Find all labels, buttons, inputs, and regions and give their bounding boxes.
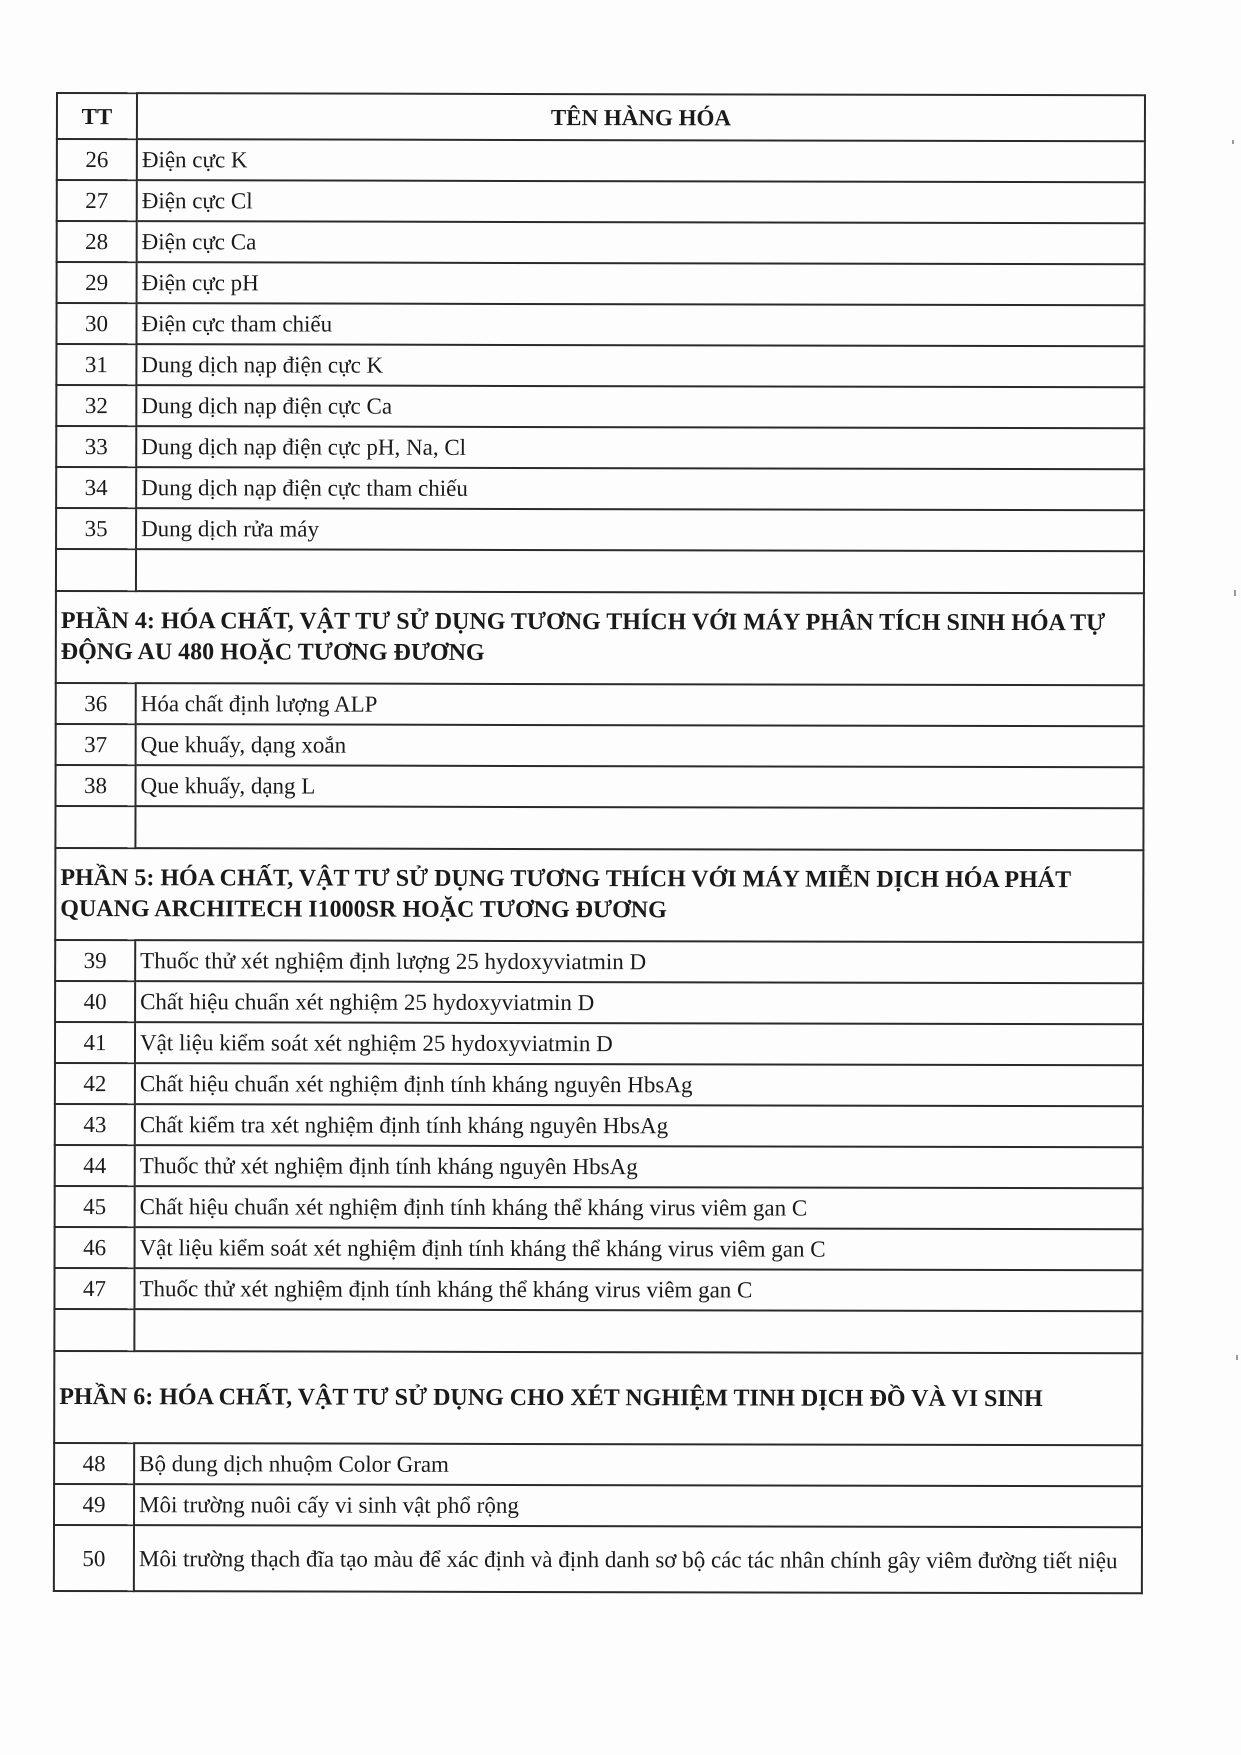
table-row xyxy=(56,426,1144,469)
row-number: 39 xyxy=(55,940,135,981)
goods-table-body xyxy=(54,93,1145,1593)
table-row xyxy=(54,1484,1142,1527)
table-row xyxy=(57,221,1145,264)
row-number: 28 xyxy=(57,221,137,262)
empty-row xyxy=(55,806,1143,850)
row-number: 40 xyxy=(55,981,135,1022)
row-number: 48 xyxy=(54,1443,134,1484)
section-heading: PHẦN 5: HÓA CHẤT, VẬT TƯ SỬ DỤNG TƯƠNG THÍCH VỚI MÁY MIỄN DỊCH HÓA PHÁT QUANG ARCHITECH I1000SR HOẶC TƯƠNG ĐƯƠNG xyxy=(55,848,1143,942)
scan-mark xyxy=(1232,140,1234,144)
empty-cell xyxy=(56,549,136,591)
table-row xyxy=(57,262,1145,305)
row-item-name: Que khuấy, dạng L xyxy=(136,765,1144,808)
row-number: 49 xyxy=(54,1484,134,1525)
table-row xyxy=(55,1063,1143,1106)
table-row xyxy=(55,1145,1143,1188)
row-item-name: Điện cực tham chiếu xyxy=(136,303,1144,346)
scan-mark xyxy=(1234,590,1236,596)
row-item-name: Que khuấy, dạng xoắn xyxy=(136,724,1144,767)
table-row xyxy=(54,1525,1142,1593)
table-row xyxy=(55,940,1143,983)
table-row xyxy=(55,1227,1143,1270)
table-row xyxy=(57,180,1145,223)
table-row xyxy=(56,683,1144,726)
row-number: 31 xyxy=(56,344,136,385)
goods-table xyxy=(53,92,1146,1594)
row-item-name: Dung dịch nạp điện cực tham chiếu xyxy=(136,467,1144,510)
section-heading: PHẦN 6: HÓA CHẤT, VẬT TƯ SỬ DỤNG CHO XÉT NGHIỆM TINH DỊCH ĐỒ VÀ VI SINH xyxy=(54,1351,1142,1445)
row-number: 47 xyxy=(54,1268,134,1309)
empty-cell xyxy=(135,806,1143,850)
column-header-tt: TT xyxy=(57,93,137,139)
row-item-name: Điện cực pH xyxy=(137,262,1145,305)
table-row xyxy=(55,981,1143,1024)
row-number: 50 xyxy=(54,1525,134,1591)
row-item-name: Bộ dung dịch nhuộm Color Gram xyxy=(134,1443,1142,1486)
section-heading-row xyxy=(56,591,1144,685)
table-row xyxy=(56,344,1144,387)
table-row xyxy=(56,765,1144,808)
row-item-name: Vật liệu kiểm soát xét nghiệm định tính kháng thể kháng virus viêm gan C xyxy=(135,1227,1143,1270)
empty-row xyxy=(54,1309,1142,1353)
row-number: 38 xyxy=(56,765,136,806)
table-row xyxy=(55,1022,1143,1065)
row-number: 37 xyxy=(56,724,136,765)
table-row xyxy=(56,385,1144,428)
table-header-row xyxy=(57,93,1145,141)
table-row xyxy=(57,139,1145,182)
row-number: 34 xyxy=(56,467,136,508)
empty-row xyxy=(56,549,1144,593)
row-item-name: Chất hiệu chuẩn xét nghiệm định tính kháng nguyên HbsAg xyxy=(135,1063,1143,1106)
row-number: 27 xyxy=(57,180,137,221)
row-item-name: Dung dịch nạp điện cực Ca xyxy=(136,385,1144,428)
row-item-name: Thuốc thử xét nghiệm định tính kháng nguyên HbsAg xyxy=(135,1145,1143,1188)
table-row xyxy=(55,1104,1143,1147)
row-number: 41 xyxy=(55,1022,135,1063)
table-row xyxy=(54,1268,1142,1311)
row-item-name: Thuốc thử xét nghiệm định tính kháng thể kháng virus viêm gan C xyxy=(134,1268,1142,1311)
table-row xyxy=(56,508,1144,551)
row-item-name: Điện cực K xyxy=(137,139,1145,182)
empty-cell xyxy=(134,1309,1142,1353)
column-header-name: TÊN HÀNG HÓA xyxy=(137,93,1145,141)
row-item-name: Điện cực Ca xyxy=(137,221,1145,264)
row-number: 32 xyxy=(56,385,136,426)
row-number: 42 xyxy=(55,1063,135,1104)
row-item-name: Dung dịch rửa máy xyxy=(136,508,1144,551)
row-number: 33 xyxy=(56,426,136,467)
row-item-name: Điện cực Cl xyxy=(137,180,1145,223)
row-item-name: Chất hiệu chuẩn xét nghiệm định tính kháng thể kháng virus viêm gan C xyxy=(135,1186,1143,1229)
section-heading: PHẦN 4: HÓA CHẤT, VẬT TƯ SỬ DỤNG TƯƠNG THÍCH VỚI MÁY PHÂN TÍCH SINH HÓA TỰ ĐỘNG AU 480 HOẶC TƯƠNG ĐƯƠNG xyxy=(56,591,1144,685)
row-number: 36 xyxy=(56,683,136,724)
table-row xyxy=(56,303,1144,346)
empty-cell xyxy=(136,549,1144,593)
table-row xyxy=(55,1186,1143,1229)
row-item-name: Môi trường nuôi cấy vi sinh vật phổ rộng xyxy=(134,1484,1142,1527)
row-number: 43 xyxy=(55,1104,135,1145)
table-row xyxy=(54,1443,1142,1486)
row-item-name: Thuốc thử xét nghiệm định lượng 25 hydoxyviatmin D xyxy=(135,940,1143,983)
empty-cell xyxy=(55,806,135,848)
empty-cell xyxy=(54,1309,134,1351)
scan-mark xyxy=(1236,1355,1238,1360)
row-number: 29 xyxy=(57,262,137,303)
row-number: 46 xyxy=(55,1227,135,1268)
row-number: 26 xyxy=(57,139,137,180)
table-row xyxy=(56,724,1144,767)
row-item-name: Vật liệu kiểm soát xét nghiệm 25 hydoxyviatmin D xyxy=(135,1022,1143,1065)
row-number: 35 xyxy=(56,508,136,549)
row-item-name: Dung dịch nạp điện cực pH, Na, Cl xyxy=(136,426,1144,469)
section-heading-row xyxy=(55,848,1143,942)
row-number: 30 xyxy=(56,303,136,344)
row-item-name: Chất kiểm tra xét nghiệm định tính kháng nguyên HbsAg xyxy=(135,1104,1143,1147)
row-number: 44 xyxy=(55,1145,135,1186)
row-item-name: Chất hiệu chuẩn xét nghiệm 25 hydoxyviatmin D xyxy=(135,981,1143,1024)
row-item-name: Dung dịch nạp điện cực K xyxy=(136,344,1144,387)
row-item-name: Hóa chất định lượng ALP xyxy=(136,683,1144,726)
section-heading-row xyxy=(54,1351,1142,1445)
row-number: 45 xyxy=(55,1186,135,1227)
row-item-name: Môi trường thạch đĩa tạo màu để xác định và định danh sơ bộ các tác nhân chính gây viêm đường tiết niệu xyxy=(134,1525,1142,1593)
table-row xyxy=(56,467,1144,510)
